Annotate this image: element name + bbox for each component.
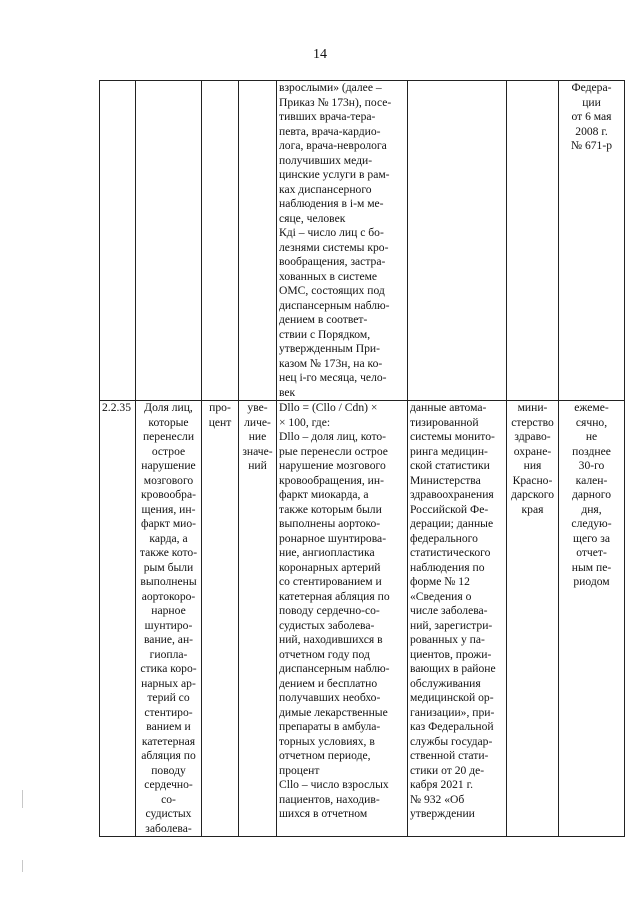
indicators-table xyxy=(99,80,625,837)
margin-mark xyxy=(22,860,23,872)
cell-formula: Dllo = (Cllo / Cdn) × × 100, где: Dllo – доля лиц, кото- рые перенесли острое нарушение мозгового кровообращения, ин- фаркт миокарда, а также которым были выполнены аортоко- ронарное шунтирова- ние, ангиопластика коронарных артерий со стентированием и катетерная абляция по поводу сердечно-со- судистых заболева- ний, находившихся в отчетном году под диспансерным наблю- дением и бесплатно получавших необхо- димые лекарственные препараты в амбула- торных условиях, в отчетном периоде, процент Cllo – число взрослых пациентов, находив- шихся в отчетном xyxy=(277,401,408,837)
table-row xyxy=(100,81,625,401)
cell-formula: взрослыми» (далее – Приказ № 173н), посе- тивших врача-тера- певта, врача-кардио- лога, врача-невролога получивших меди- цинские услуги в рам- ках диспансерного наблюдения в i-м ме- сяце, человек Кдi – число лиц с бо- лезнями системы кро- вообращения, застра- хованных в системе ОМС, состоящих под диспансерным наблю- дением в соответ- ствии с Порядком, утвержденным При- казом № 173н, на ко- нец i-го месяца, чело- век xyxy=(277,81,408,401)
cell-responsible: мини- стерство здраво- охране- ния Красно- дарского края xyxy=(507,401,559,837)
table-row xyxy=(100,401,625,837)
cell-indicator-name xyxy=(136,81,202,401)
cell-unit: про- цент xyxy=(202,401,239,837)
cell-direction xyxy=(239,81,277,401)
cell-responsible xyxy=(507,81,559,401)
page-number: 14 xyxy=(313,47,327,62)
cell-periodicity: ежеме- сячно, не позднее 30-го кален- дарного дня, следую- щего за отчет- ным пе- риодом xyxy=(559,401,625,837)
cell-unit xyxy=(202,81,239,401)
cell-source xyxy=(408,81,507,401)
cell-periodicity: Федера- ции от 6 мая 2008 г. № 671-р xyxy=(559,81,625,401)
cell-number: 2.2.35 xyxy=(100,401,136,837)
cell-source: данные автома- тизированной системы монито- ринга медицин- ской статистики Министерства здравоохранения Российской Фе- дерации; данные федерального статистического наблюдения по форме № 12 «Сведения о числе заболева- ний, зарегистри- рованных у па- циентов, прожи- вающих в районе обслуживания медицинской ор- ганизации», при- каз Федеральной службы государ- ственной стати- стики от 20 де- кабря 2021 г. № 932 «Об утверждении xyxy=(408,401,507,837)
cell-indicator-name: Доля лиц, которые перенесли острое нарушение мозгового кровообра- щения, ин- фаркт мио- карда, а также кото- рым были выполнены аортокоро- нарное шунтиро- вание, ан- гиопла- стика коро- нарных ар- терий со стентиро- ванием и катетерная абляция по поводу сердечно-со- судистых заболева- xyxy=(136,401,202,837)
cell-direction: уве- личе- ние значе- ний xyxy=(239,401,277,837)
cell-number xyxy=(100,81,136,401)
margin-mark xyxy=(22,790,23,808)
